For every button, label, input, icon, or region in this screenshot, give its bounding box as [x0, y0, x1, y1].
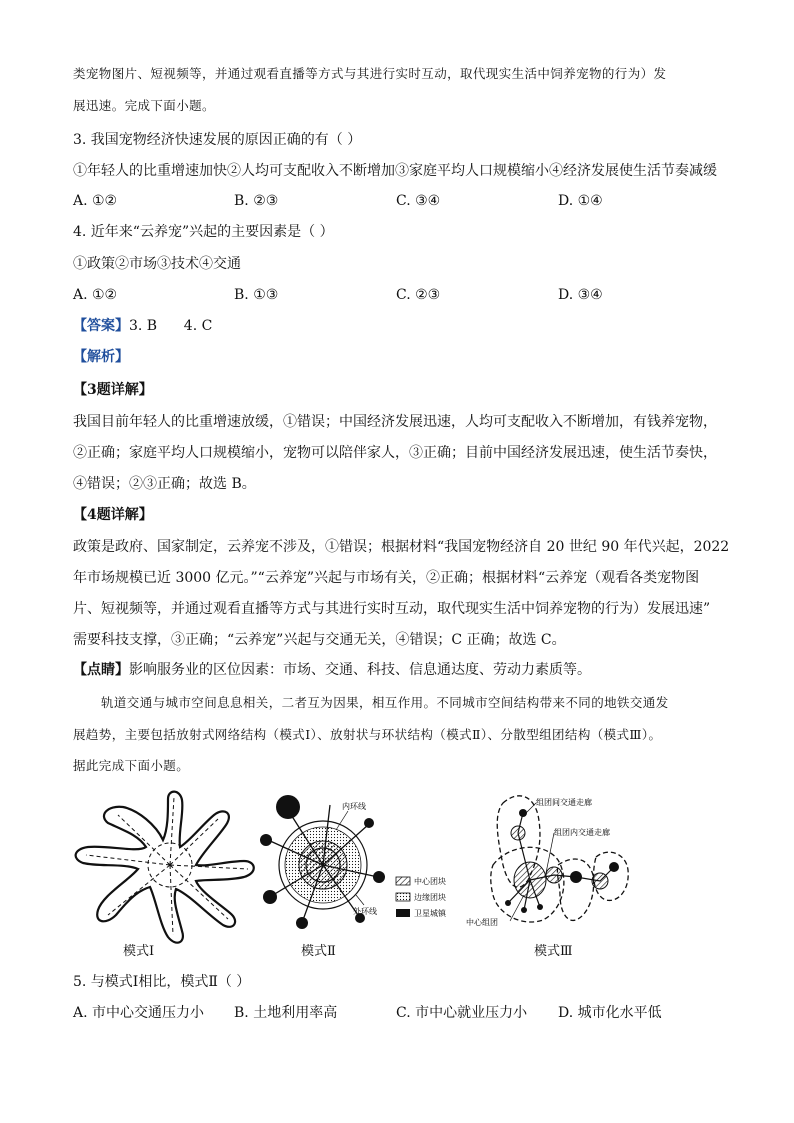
mode-2-outer-ring-pointer [356, 895, 364, 905]
question-4-option-d: D. ③④ [558, 287, 603, 303]
detail-4-line-3: 片、短视频等，并通过观看直播等方式与其进行实时互动，取代现实生活中饲养宠物的行为）发展迅速” [73, 601, 711, 617]
question-4-stem: 4. 近年来“云养宠”兴起的主要因素是（ ） [73, 224, 334, 240]
question-3-option-c: C. ③④ [396, 193, 441, 209]
answer-row [73, 316, 212, 336]
legend-satellite-swatch [396, 909, 410, 917]
legend-center-label: 中心团块 [414, 877, 446, 886]
question-3-option-d: D. ①④ [558, 193, 603, 209]
mode-3-corridor-between-pointer [526, 803, 536, 813]
figure-svg [68, 785, 728, 970]
mode-1-diagram [76, 792, 254, 943]
mode-1-caption: 模式Ⅰ [123, 944, 155, 959]
question-3-option-a: A. ①② [73, 193, 118, 209]
mode-2-satellite-town [364, 818, 374, 828]
urban-structure-figure [68, 785, 728, 974]
question-3-items: ①年轻人的比重增速加快②人均可支配收入不断增加③家庭平均人口规模缩小④经济发展使生活节奏减缓 [73, 163, 717, 179]
mode-3-center-cluster-label: 中心组团 [466, 918, 498, 927]
material-line-3: 据此完成下面小题。 [73, 758, 190, 773]
mode-3-corridor-within-label: 组团内交通走廊 [554, 828, 610, 837]
question-3-option-b: B. ②③ [234, 193, 279, 209]
question-4-option-b: B. ①③ [234, 287, 279, 303]
legend-center-swatch [396, 877, 410, 885]
detail-4-line-4: 需要科技支撑，③正确；“云养宠”兴起与交通无关，④错误；C 正确；故选 C。 [73, 632, 566, 648]
legend-satellite-label: 卫星城镇 [414, 909, 446, 918]
mode-2-satellite-town [276, 795, 300, 819]
mode-2-outer-ring-label: 外环线 [353, 907, 377, 916]
mode-2-inner-ring-label: 内环线 [342, 802, 366, 811]
tip-label: 【点睛】 [73, 662, 129, 678]
mode-2-satellite-town [260, 834, 272, 846]
question-4-option-a: A. ①② [73, 287, 118, 303]
detail-4-line-1: 政策是政府、国家制定，云养宠不涉及，①错误；根据材料“我国宠物经济自 20 世纪 90 年代兴起，2022 [73, 539, 730, 555]
answer-label: 【答案】 [73, 318, 129, 334]
detail-4-line-2: 年市场规模已近 3000 亿元。”“云养宠”兴起与市场有关，②正确；根据材料“云养宠（观看各类宠物图 [73, 570, 700, 586]
material-line-1: 轨道交通与城市空间息息相关，二者互为因果，相互作用。不同城市空间结构带来不同的地铁交通发 [101, 695, 669, 710]
mode-1-city-outline [76, 792, 254, 943]
detail-3-line-2: ②正确；家庭平均人口规模缩小，宠物可以陪伴家人，③正确；目前中国经济发展迅速，使生活节奏快， [73, 445, 717, 461]
tip-text: 影响服务业的区位因素：市场、交通、科技、信息通达度、劳动力素质等。 [129, 662, 591, 678]
question-3-stem: 3. 我国宠物经济快速发展的原因正确的有（ ） [73, 132, 362, 148]
detail-3-line-1: 我国目前年轻人的比重增速放缓，①错误；中国经济发展迅速，人均可支配收入不断增加，有钱养宠物， [73, 414, 717, 430]
legend-edge-swatch [396, 893, 410, 901]
mode-2-satellite-town [373, 871, 385, 883]
question-5-stem: 5. 与模式Ⅰ相比，模式Ⅱ（ ） [73, 974, 251, 990]
figure-legend [396, 876, 447, 918]
analysis-label: 【解析】 [73, 349, 129, 365]
question-5-option-a: A. 市中心交通压力小 [73, 1005, 205, 1021]
question-5-option-c: C. 市中心就业压力小 [396, 1005, 528, 1021]
detail-3-line-3: ④错误；②③正确；故选 B。 [73, 476, 256, 492]
tip-row [73, 660, 591, 680]
detail-4-label: 【4题详解】 [73, 507, 153, 523]
intro-line-2: 展迅速。完成下面小题。 [73, 98, 215, 113]
mode-3-caption: 模式Ⅲ [534, 944, 573, 959]
mode-2-satellite-town [263, 890, 277, 904]
mode-2-diagram [260, 795, 385, 929]
legend-edge-label: 边缘团块 [414, 893, 446, 902]
answer-text: 3. B 4. C [129, 318, 213, 334]
question-5-option-d: D. 城市化水平低 [558, 1005, 662, 1021]
question-4-option-c: C. ②③ [396, 287, 441, 303]
material-line-2: 展趋势，主要包括放射式网络结构（模式Ⅰ）、放射状与环状结构（模式Ⅱ）、分散型组团结构（模式Ⅲ）。 [73, 727, 662, 742]
mode-3-diagram [466, 796, 628, 927]
detail-3-label: 【3题详解】 [73, 382, 153, 398]
question-5-option-b: B. 土地利用率高 [234, 1005, 338, 1021]
question-4-items: ①政策②市场③技术④交通 [73, 256, 241, 272]
intro-line-1: 类宠物图片、短视频等，并通过观看直播等方式与其进行实时互动，取代现实生活中饲养宠物的行为）发 [73, 66, 667, 81]
mode-2-caption: 模式Ⅱ [301, 944, 336, 959]
mode-3-corridor-between-label: 组团间交通走廊 [536, 798, 592, 807]
mode-2-satellite-town [296, 917, 308, 929]
